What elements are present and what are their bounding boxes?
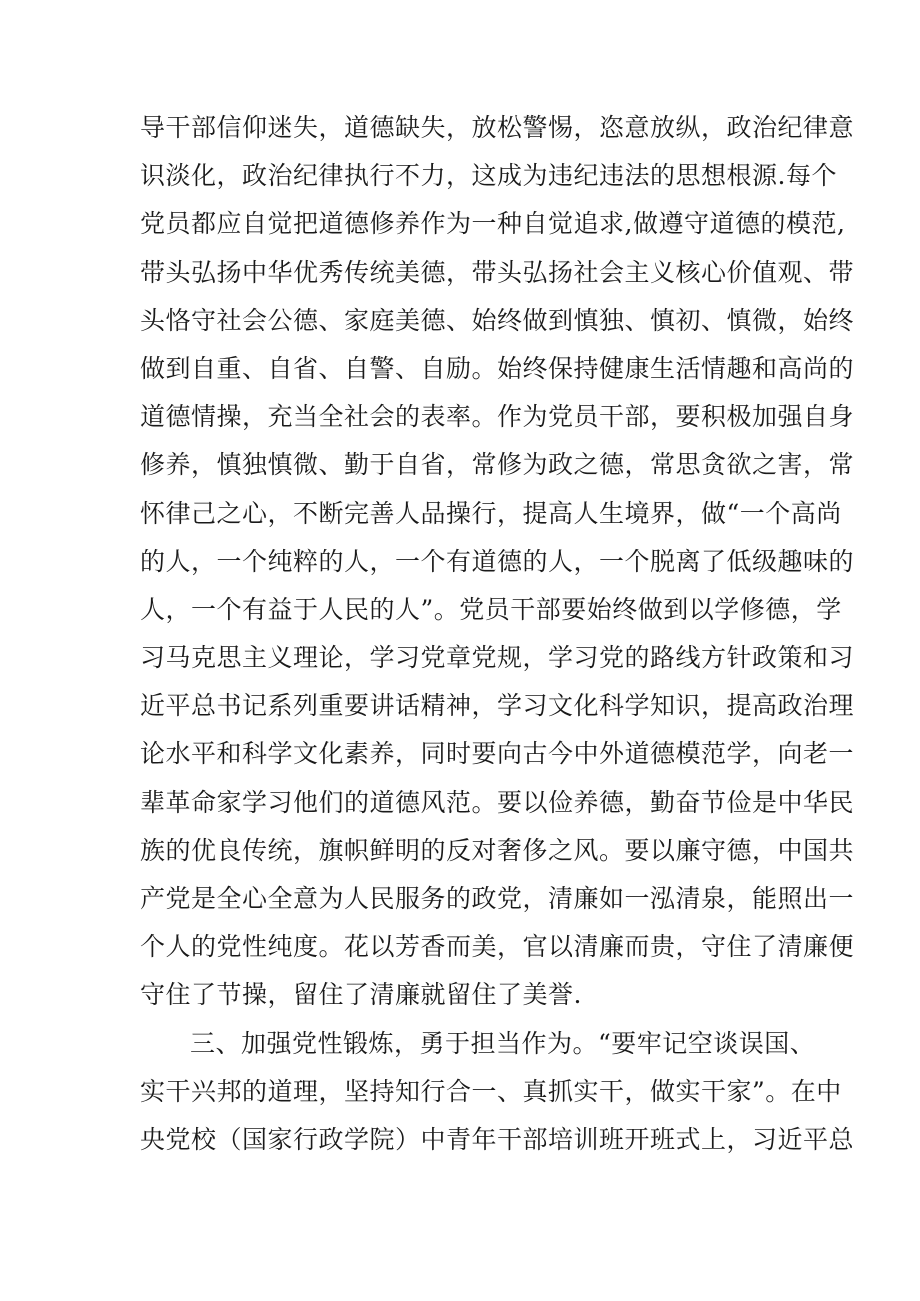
text-line: 做到自重、自省、自警、自励。始终保持健康生活情趣和高尚的 bbox=[140, 353, 855, 383]
text-line: 识淡化，政治纪律执行不力，这成为违纪违法的思想根源.每个 bbox=[140, 161, 837, 191]
text-line: 导干部信仰迷失，道德缺失，放松警惕，恣意放纵，政治纪律意 bbox=[140, 113, 855, 142]
text-line: 习马克思主义理论，学习党章党规，学习党的路线方针政策和习 bbox=[140, 643, 855, 673]
text-line: 央党校（国家行政学院）中青年干部培训班开班式上，习近平总 bbox=[140, 1124, 855, 1154]
section-heading-line: 三、加强党性锻炼，勇于担当作为。“要牢记空谈误国、 bbox=[190, 1028, 816, 1058]
text-line: 实干兴邦的道理，坚持知行合一、真抓实干，做实干家”。在中 bbox=[140, 1076, 842, 1106]
text-line: 头恪守社会公德、家庭美德、始终做到慎独、慎初、慎微，始终 bbox=[140, 305, 855, 335]
text-line: 个人的党性纯度。花以芳香而美，官以清廉而贵，守住了清廉便 bbox=[140, 932, 855, 962]
text-line: 族的优良传统，旗帜鲜明的反对奢侈之风。要以廉守德，中国共 bbox=[140, 835, 855, 865]
text-line: 道德情操，充当全社会的表率。作为党员干部，要积极加强自身 bbox=[140, 402, 855, 432]
text-line: 的人，一个纯粹的人，一个有道德的人，一个脱离了低级趣味的 bbox=[140, 546, 855, 576]
text-line: 辈革命家学习他们的道德风范。要以俭养德，勤奋节俭是中华民 bbox=[140, 787, 855, 817]
text-line: 产党是全心全意为人民服务的政党，清廉如一泓清泉，能照出一 bbox=[140, 884, 855, 913]
text-line: 近平总书记系列重要讲话精神，学习文化科学知识，提高政治理 bbox=[140, 691, 855, 721]
text-line: 怀律己之心，不断完善人品操行，提高人生境界，做“一个高尚 bbox=[140, 498, 842, 528]
text-line: 人，一个有益于人民的人”。党员干部要始终做到以学修德，学 bbox=[140, 594, 842, 624]
body-text bbox=[140, 104, 855, 1164]
text-line: 论水平和科学文化素养，同时要向古今中外道德模范学，向老一 bbox=[140, 739, 855, 769]
text-line: 修养，慎独慎微、勤于自省，常修为政之德，常思贪欲之害，常 bbox=[140, 450, 855, 480]
text-line: 带头弘扬中华优秀传统美德，带头弘扬社会主义核心价值观、带 bbox=[140, 257, 855, 287]
text-line: 守住了节操，留住了清廉就留住了美誉. bbox=[140, 980, 582, 1010]
text-line: 党员都应自觉把道德修养作为一种自觉追求,做遵守道德的模范, bbox=[140, 209, 846, 239]
